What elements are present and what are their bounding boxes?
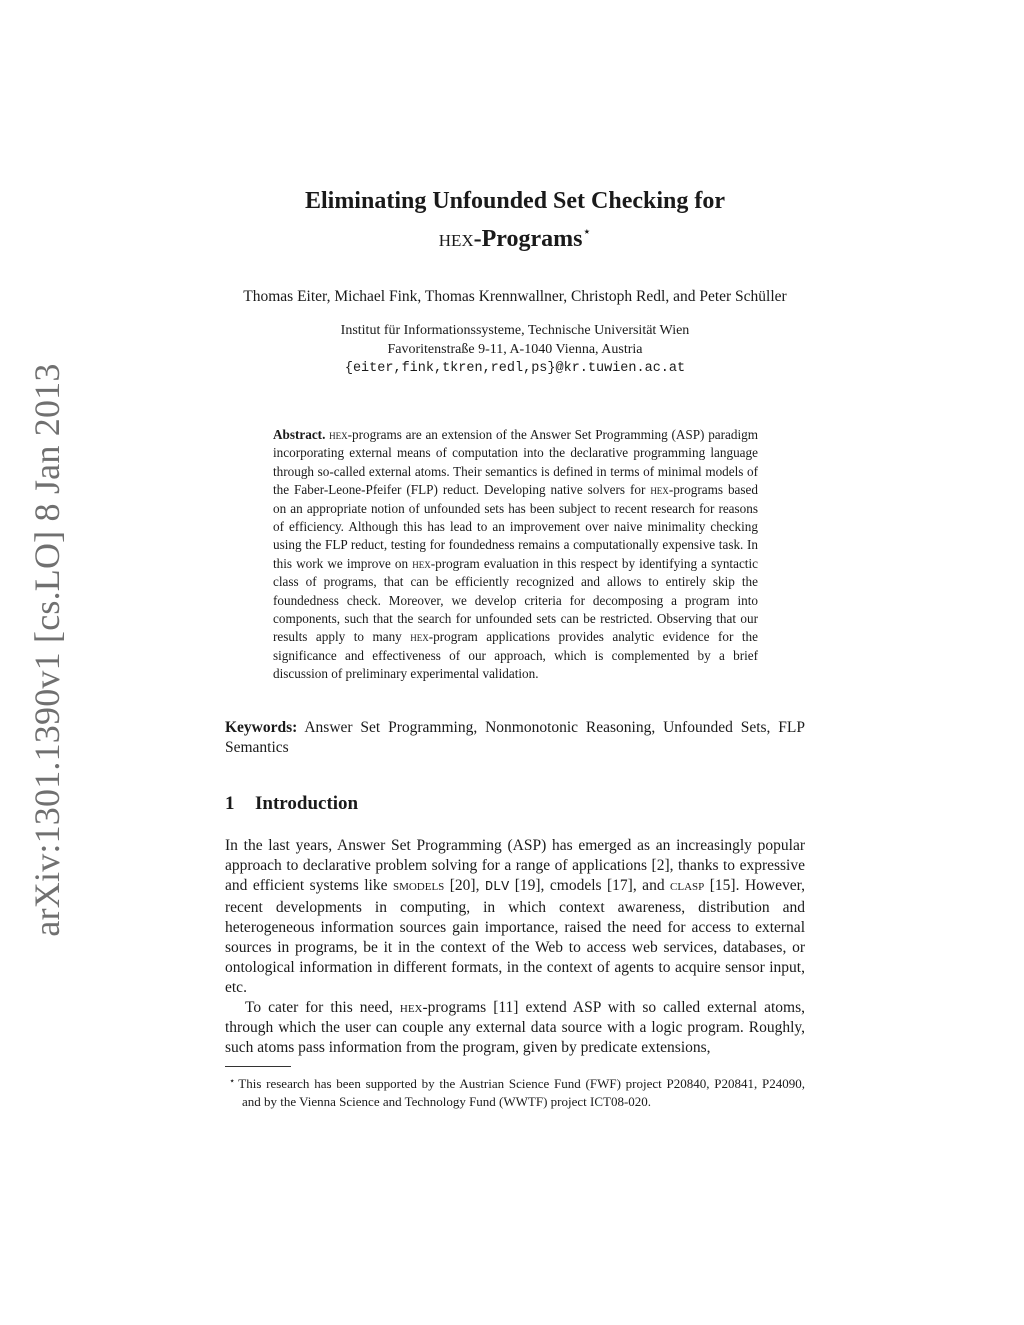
abstract-hex-4: hex [410, 629, 429, 645]
title-hex: hex [438, 226, 474, 252]
system-clasp: clasp [670, 876, 705, 894]
affiliation-email: {eiter,fink,tkren,redl,ps}@kr.tuwien.ac.at [344, 361, 686, 376]
abstract-hex-3: hex [412, 555, 431, 571]
keywords [225, 718, 805, 758]
title-line2: -Programs [473, 226, 583, 252]
intro-text: [20], [444, 876, 485, 894]
footnote-marker: ⋆ [229, 1075, 236, 1087]
section-heading [225, 792, 805, 816]
author-list: Thomas Eiter, Michael Fink, Thomas Krennwallner, Christoph Redl, and Peter Schüller [243, 288, 787, 305]
footnote-text: This research has been supported by the Austrian Science Fund (FWF) project P20840, P20841, P24090, and by the Vienna Science and Technology Fund (WWTF) project ICT08-020. [238, 1075, 805, 1109]
arxiv-identifier: arXiv:1301.1390v1 [cs.LO] 8 Jan 2013 [27, 363, 67, 937]
intro-text: [19], cmodels [17], and [509, 876, 671, 894]
intro-hex: hex [399, 998, 423, 1016]
footnote [225, 1073, 805, 1111]
abstract-text-3: -program evaluation in this respect by identifying a syntactic class of programs, that can be efficiently recognized and allows to entirely skip the foundedness check. Moreover, we develop criteria for decomposing a program into components, such that the search for unfounded sets can be restricted. Observing that our results apply to many [273, 555, 758, 645]
abstract-label: Abstract. [273, 427, 326, 442]
title-footnote-marker: ⋆ [582, 225, 592, 240]
section-number: 1 [225, 792, 235, 814]
footnote-divider [225, 1066, 291, 1067]
affiliation-institute: Institut für Informationssysteme, Technische Universität Wien [340, 323, 690, 338]
intro-text: To cater for this need, [245, 998, 400, 1016]
abstract-text-1: -programs are an extension of the Answer Set Programming (ASP) paradigm incorporating external means of computation into the declarative programming language through so-called external atoms. Their semantics is defined in terms of minimal models of the Faber-Leone-Pfeifer (FLP) reduct. Developing native solvers for [273, 427, 759, 498]
paper-page [225, 186, 805, 1111]
abstract-text-2: -programs based on an appropriate notion of unfounded sets has been subject to recent research for reasons of efficiency. Although this has lead to an improvement over naive minimality checking using the FLP reduct, testing for foundedness remains a computationally expensive task. In this work we improve on [273, 482, 758, 571]
affiliation-address: Favoritenstraße 9-11, A-1040 Vienna, Austria [387, 342, 643, 357]
title-line1: Eliminating Unfounded Set Checking for [304, 188, 726, 214]
affiliation [225, 321, 805, 378]
system-dlv: DLV [484, 879, 510, 895]
abstract-hex-1: hex [329, 427, 348, 442]
intro-paragraph-1 [225, 836, 805, 998]
paper-title [225, 186, 805, 255]
intro-text: -programs [11] extend ASP with so called external atoms, through which the user can couple any external data source with a logic program. Roughly, such atoms pass information from the program, given by predicate extensions, [225, 998, 805, 1056]
intro-paragraph-2 [225, 998, 805, 1058]
intro-text: [15]. However, recent developments in computing, in which context awareness, distribution and heterogeneous information sources gain importance, raised the need for access to external sources in programs, be it in the context of the Web to access web services, databases, or ontological information in different formats, in the context of agents to acquire sensor input, etc. [225, 876, 806, 996]
intro-text: In the last years, Answer Set Programming (ASP) has emerged as an increasingly popular approach to declarative problem solving for a range of applications [2], thanks to expressive and efficient systems like [225, 836, 805, 894]
abstract-text-4: -program applications provides analytic evidence for the significance and effectiveness of our approach, which is complemented by a brief discussion of preliminary experimental validation. [273, 629, 758, 682]
abstract-hex-2: hex [650, 482, 669, 498]
keywords-text: Answer Set Programming, Nonmonotonic Reasoning, Unfounded Sets, FLP Semantics [225, 718, 805, 756]
abstract [273, 426, 758, 684]
introduction-body [225, 836, 805, 1058]
system-smodels: smodels [392, 876, 445, 894]
keywords-label: Keywords: [225, 718, 298, 736]
section-title: Introduction [255, 792, 359, 814]
